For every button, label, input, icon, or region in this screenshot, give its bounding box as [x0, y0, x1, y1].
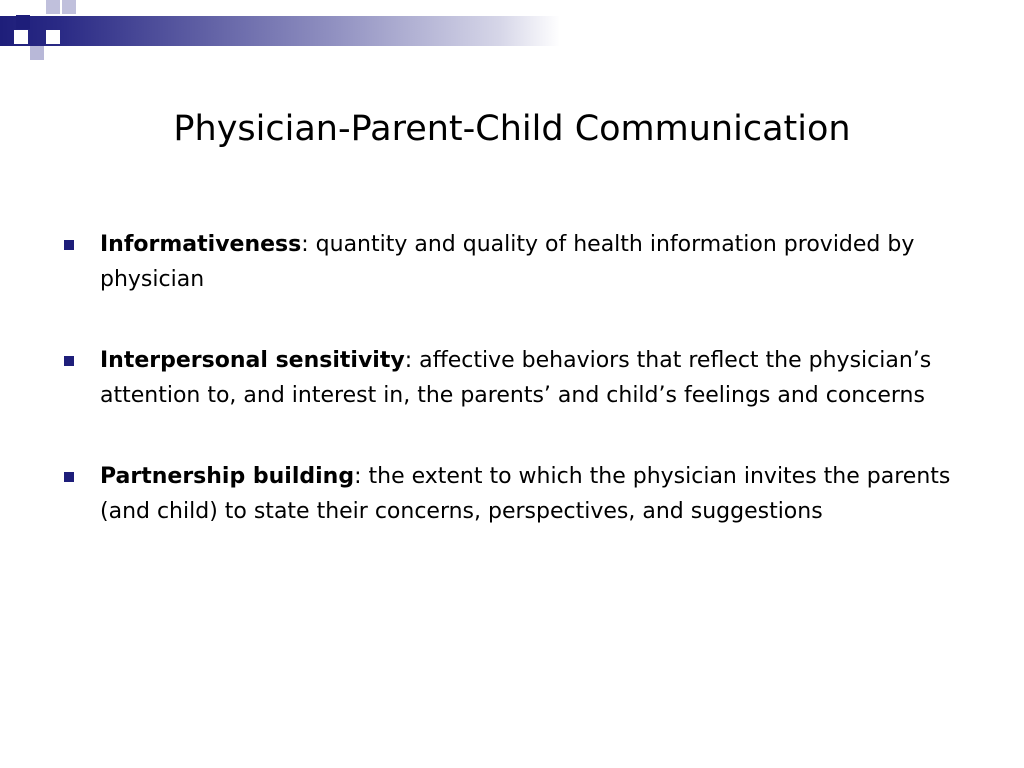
bullet-definition: quantity and quality of health information provided by physician	[100, 232, 915, 292]
slide-title: Physician-Parent-Child Communication	[173, 109, 851, 149]
header-gradient-bar	[0, 16, 1024, 46]
square-bullet-icon	[64, 356, 74, 366]
decorative-square	[14, 30, 28, 44]
bullet-definition: affective behaviors that reflect the physician’s attention to, and interest in, the parents’ and child’s feelings and concerns	[100, 348, 932, 408]
bullet-separator: :	[404, 348, 413, 373]
bullet-term: Informativeness	[100, 232, 302, 257]
bullet-definition: the extent to which the physician invites the parents (and child) to state their concerns, perspectives, and suggestions	[100, 464, 951, 524]
bullet-item-informativeness	[62, 228, 982, 297]
decorative-square	[46, 30, 60, 44]
bullet-term: Partnership building	[100, 464, 355, 489]
decorative-square	[46, 0, 60, 14]
bullet-separator: :	[301, 232, 309, 257]
decorative-square	[30, 46, 44, 60]
bullet-separator: :	[354, 464, 362, 489]
bullet-item-interpersonal-sensitivity	[62, 344, 982, 413]
square-bullet-icon	[64, 240, 74, 250]
square-bullet-icon	[64, 472, 74, 482]
decorative-square	[16, 15, 30, 29]
bullet-term: Interpersonal sensitivity	[100, 348, 405, 373]
bullet-list	[62, 228, 982, 576]
bullet-item-partnership-building	[62, 460, 982, 529]
decorative-square	[62, 0, 76, 14]
